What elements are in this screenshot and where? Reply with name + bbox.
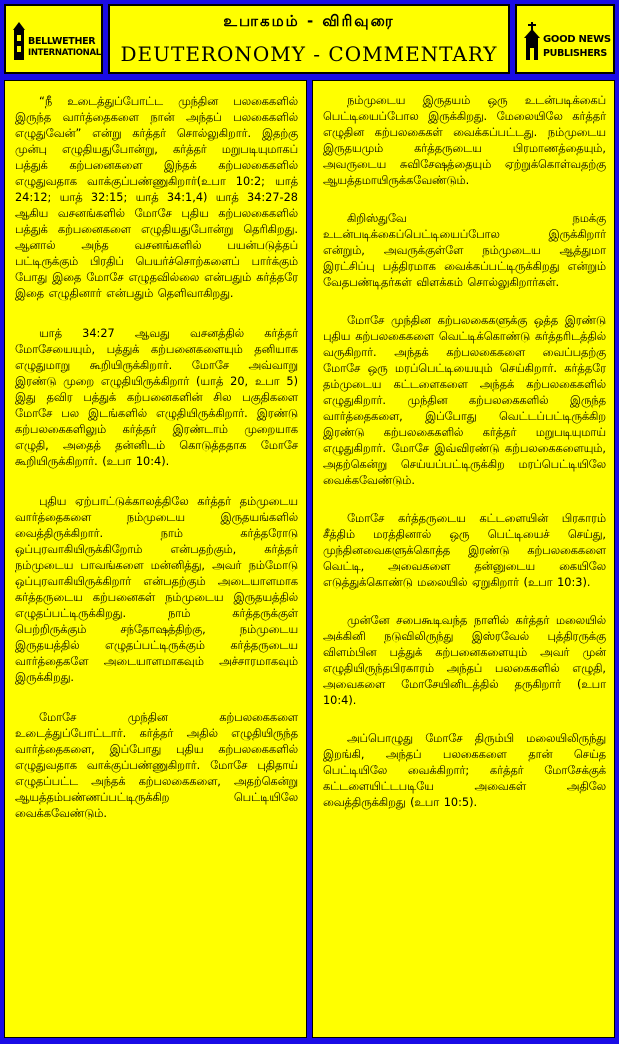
paragraph: அப்பொழுது மோசே திரும்பி மலையிலிருந்து இறங்கி, அந்தப் பலகைகளை தான் செய்த பெட்டியிலே வைக்கிறார்; கர்த்தர் மோசேக்குக் கட்டளையிட்டபடியே அவைகள் அதிலே வைத்திருக்கிறது (உபா 10:5).	[323, 732, 606, 809]
title-english: DEUTERONOMY - COMMENTARY	[120, 42, 498, 66]
paragraph: யாத் 34:27 ஆவது வசனத்தில் கர்த்தர் மோசேயையும், பத்துக் கற்பனைகளையும் தனியாக எழுதுமாறு கூறியிருக்கிறார். மோசே அவ்வாறு இரண்டு முறை எழுதியிருக்கிறார் (யாத் 20, உபா 5) இது தவிர பத்துக் கற்பனைகளின் சில பகுதிகளை மோசே பல இடங்களில் எழுதியிருக்கிறார். இரண்டு கற்பலகைகளிலும் கர்த்தர் இரண்டாம் முறையாக எழுதி, அதைத் தன்னிடம் கொடுத்ததாக மோசே கூறியிருக்கிறார். (உபா 10:4).	[15, 327, 298, 468]
publisher-logo-right	[515, 4, 615, 74]
paragraph: நம்முடைய இருதயம் ஒரு உடன்படிக்கைப் பெட்டியைப்போல இருக்கிறது. மேலையிலே கர்த்தர் எழுதின கற்பலகைகள் வைக்கப்பட்டது. நம்முடைய இருதயமும் கர்த்தருடைய பிரமாணத்தையும், அவருடைய சுவிசேஷத்தையும் ஏற்றுக்கொள்வதற்கு ஆயத்தமாயிருக்கவேண்டும்.	[323, 94, 606, 187]
logo-right-line1: GOOD NEWS	[543, 34, 611, 45]
paragraph: மோசே முந்தின கற்பலகைகளுக்கு ஒத்த இரண்டு புதிய கற்பலகைகளை வெட்டிக்கொண்டு கர்த்தரிடத்தில் வருகிறார். அந்தக் கற்பலகைகளை வைப்பதற்கு மோசே ஒரு மரப்பெட்டியையும் செய்கிறார். கர்த்தரே தம்முடைய கட்டளைகளை அந்தக் கற்பலகைகளில் எழுதுகிறார். முந்தின கற்பலகைகளில் இருந்த வார்த்தைகளை, இப்போது வெட்டப்பட்டிருக்கிற இரண்டு கற்பலகைகளில் கர்த்தர் மறுபடியுமாய் எழுதுகிறார். மோசே இவ்விரண்டு கற்பலகைகளையும், அதற்கென்று செய்யப்பட்டிருக்கிற மரப்பெட்டியிலே வைக்கவேண்டும்.	[323, 314, 606, 487]
paragraph: “நீ உடைத்துப்போட்ட முந்தின பலகைகளில் இருந்த வார்த்தைகளை நான் அந்தப் பலகைகளில் எழுதுவேன்” என்று கர்த்தர் சொல்லுகிறார். இதற்கு முன்பு எழுதியதுபோன்று, கர்த்தர் மறுபடியுமாகப் பத்துக் கற்பனைகளை இந்தக் கற்பலகைகளில் எழுதுவதாக வாக்குப்பண்ணுகிறார்(உபா 10:2; யாத் 24:12; யாத் 32:15; யாத் 34:1,4) யாத் 34:27-28 ஆகிய வசனங்களில் மோசே புதிய கற்பலகைகளில் பத்துக் கற்பனைகளை எழுதியதுபோன்று தெரிகிறது. ஆனால் அந்த வசனங்களில் பயன்படுத்தப் பட்டிருக்கும் பிரதிப் பெயர்ச்சொற்களைப் பார்க்கும் போது இதை மோசே எழுதவில்லை என்பதும் கர்த்தரே இதை எழுதினார் என்பதும் தெளிவாகிறது.	[15, 95, 298, 300]
paragraph: புதிய ஏற்பாட்டுக்காலத்திலே கர்த்தர் தம்முடைய வார்த்தைகளை நம்முடைய இருதயங்களில் வைத்திருக்கிறார். நாம் கர்த்தரோடு ஒப்புரவாகியிருக்கிறோம் என்பதற்கும், கர்த்தர் நம்முடைய பாவங்களை மன்னித்து, அவர் நம்மோடு ஒப்புரவாகியிருக்கிறார் என்பதற்கும் அடையாளமாக கர்த்தருடைய கற்பனைகள் நம்முடைய இருதயத்தில் எழுதப்பட்டிருக்கிறது. நாம் கர்த்தருக்குள் பெற்றிருக்கும் சந்தோஷத்திற்கு, நம்முடைய இருதயத்தில் எழுதப்பட்டிருக்கும் கர்த்தருடைய வார்த்தைகளே அடையாளமாகவும் அச்சாரமாகவும் இருக்கிறது.	[15, 495, 298, 684]
bell-tower-icon	[12, 22, 26, 62]
paragraph: மோசே கர்த்தருடைய கட்டளையின் பிரகாரம் சீத்திம் மரத்தினால் ஒரு பெட்டியைச் செய்து, முந்தினவைகளுக்கொத்த இரண்டு கற்பலகைகளை வெட்டி, அவைகளை தன்னுடைய கையிலே எடுத்துக்கொண்டு மலையில் ஏறுகிறார் (உபா 10:3).	[323, 512, 606, 589]
commentary-column-right	[312, 80, 615, 1038]
paragraph: கிறிஸ்துவே நமக்கு உடன்படிக்கைப்பெட்டியைப்போல இருக்கிறார் என்றும், அவருக்குள்ளே நம்முடைய ஆத்துமா இரட்சிப்பு பத்திரமாக வைக்கப்பட்டிருக்கிறது என்றும் வேதபண்டிதர்கள் விளக்கம் சொல்லுகிறார்கள்.	[323, 212, 606, 289]
paragraph: மோசே முந்தின கற்பலகைகளை உடைத்துப்போட்டார். கர்த்தர் அதில் எழுதியிருந்த வார்த்தைகளை, இப்போது புதிய கற்பலகைகளில் எழுதுவதாக வாக்குப்பண்ணுகிறார். மோசே புதிதாய் எழுதப்பட்ட அந்தக் கற்பலகைகளை, அதற்கென்று ஆயத்தம்பண்ணப்பட்டிருக்கிற பெட்டியிலே வைக்கவேண்டும்.	[15, 711, 298, 820]
paragraph: முன்னே சபைகூடிவந்த நாளில் கர்த்தர் மலையில் அக்கினி நடுவிலிருந்து இஸ்ரவேல் புத்திரருக்கு விளம்பின பத்துக் கற்பனைகளையும் அவர் முன் எழுதியிருந்தபிரகாரம் அந்தப் பலகைகளில் எழுதி, அவைகளை மோசேயினிடத்தில் தருகிறார் (உபா 10:4).	[323, 614, 606, 707]
commentary-column-left	[4, 80, 307, 1038]
title-panel	[108, 4, 510, 74]
logo-left-line1: BELLWETHER	[28, 36, 96, 47]
title-tamil: உபாகமம் - விரிவுரை	[223, 12, 395, 30]
publisher-logo-left	[4, 4, 103, 74]
logo-right-line2: PUBLISHERS	[543, 48, 607, 59]
church-icon	[523, 22, 541, 62]
logo-left-line2: INTERNATIONAL	[28, 48, 101, 58]
